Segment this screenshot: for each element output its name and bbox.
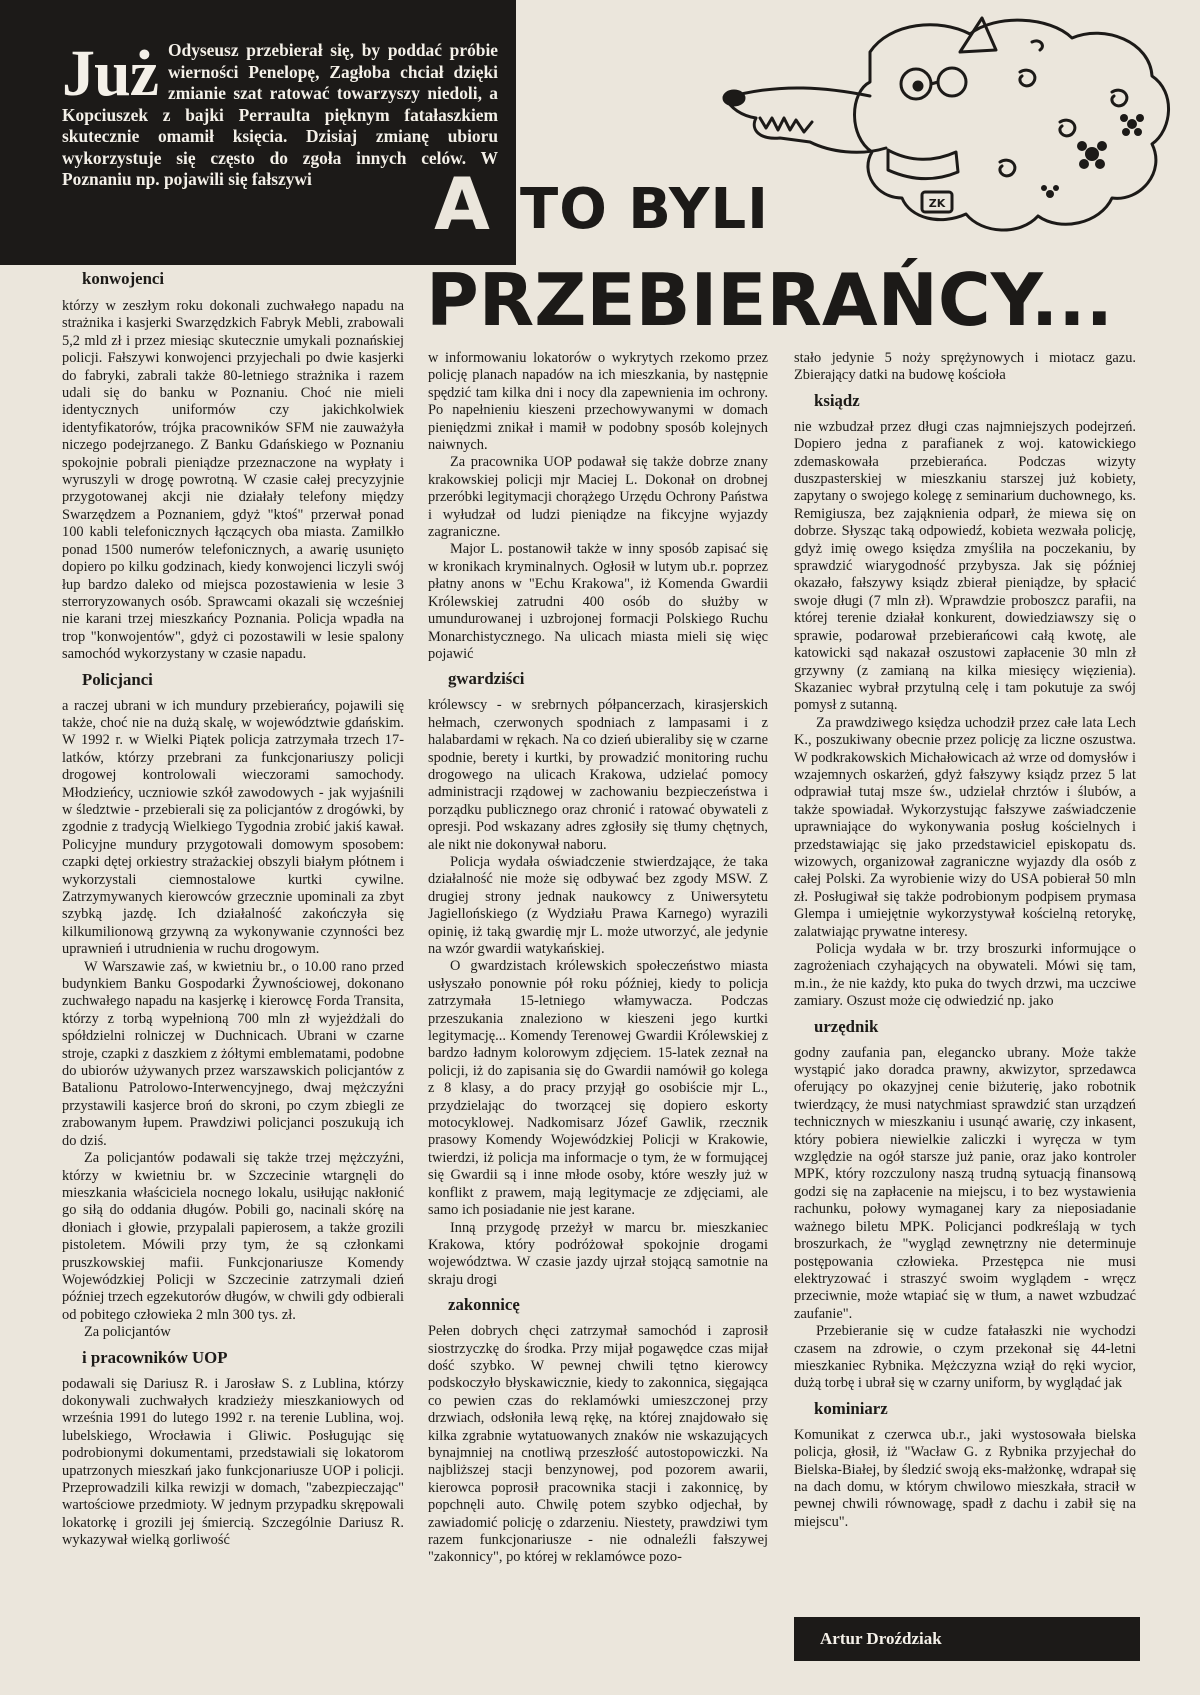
fleece-flower-1 (1077, 141, 1107, 169)
fleece-curl-4 (1112, 90, 1127, 106)
lead-paragraph (62, 37, 498, 191)
wolf-collar (888, 150, 958, 179)
fleece-flower-2 (1120, 114, 1144, 136)
paragraph: Policja wydała w br. trzy broszurki informujące o zagrożeniach czyhających na obywateli. Mówi się tam, m.in., że nie każdy, kto puka do twych drzwi, ma uczciwe zamiary. Oszust może cię odwiedzić np. jako (794, 941, 1136, 1010)
wolf-glasses-right (938, 68, 966, 96)
fleece-curl-2 (1060, 120, 1075, 136)
fleece-badge-text: ZK (928, 197, 946, 210)
paragraph: Za pracownika UOP podawał się także dobrze znany krakowskiej policji mjr Maciej L. Dokonał on drobnej przeróbki legitymacji chorążego Urzędu Ochrony Państwa i wyłudzał od ludzi pieniądze na fikcyjne wyjazdy zagraniczne. (428, 454, 768, 541)
lead-text: Odyseusz przebierał się, by poddać próbie wierności Penelopę, Zagłoba chciał dzięki zmianie szat ratować towarzyszy niedoli, a Kopciuszek z bajki Perraulta pięknym fatałaszkiem skutecznie omamił księcia. Dzisiaj zmianę ubioru wykorzystuje się często do zgoła innych celów. W Poznaniu np. pojawili się fałszywi (62, 40, 498, 189)
paragraph: a raczej ubrani w ich mundury przebierańcy, pojawili się także, choć nie na dużą skalę, w województwie gdańskim. W 1992 r. w Wielki Piątek policja zatrzymała trzech 17-latków, którzy przebrani za funkcjonariuszy policji drogowej kontrolowali wieczorami samochody. Młodzieńcy, uczniowie szkół zawodowych - jak wyjaśnili w śledztwie - przebierali się za policjantów z drogówki, by zgodnie z tradycją Wielkiego Tygodnia zrobić jakiś kawał. Policyjne mundury przygotowali domowym sposobem: czapki dętej orkiestry strażackiej obszyli białym płótnem i wykorzystali ciemnostalowe kurtki cywilne. Zatrzymywanych kierowców grzecznie upominali za zbyt szybką jazdę. Ich działalność zakończyła się kilkumilionową grzywną za wykonywanie czynności bez uprawnień i utrudnienia w ruchu drogowym. (62, 697, 404, 958)
paragraph: Komunikat z czerwca ub.r., jaki wystosowała bielska policja, głosił, iż "Wacław G. z Rybnika przyjechał do Bielska-Białej, by śledzić swoją eks-małżonkę, wdrapał się na dach domu, w którym chwilowo mieszkała, stracił w pewnej chwili równowagę, spadł z dachu i zabił się na miejscu". (794, 1426, 1136, 1530)
headline-letter-a: A (422, 170, 502, 238)
subhead-pracownikow-uop: i pracowników UOP (82, 1347, 228, 1367)
paragraph: Za prawdziwego księdza uchodził przez całe lata Lech K., poszukiwany obecnie przez policję za liczne oszustwa. W podkrakowskich Michałowicach aż wrze od domysłów i wzajemnych oskarżeń, gdyż fałszywy ksiądz przez 5 lat odprawiał tutaj msze św., udzielał chrztów i ślubów, a także spowiadał. Wykorzystując fałszywe zaświadczenie uprawniające do wykonywania posług kościelnych i przedstawiając się jako przedstawiciel episkopatu ds. wizowych, organizował zagraniczne wyjazdy dla osób z całej Polski. Za wyrobienie wizy do USA pobierał 50 mln zł. Posługiwał się także podrobionym podpisem prymasa Glempa i umiejętnie wykorzystywał kościelną retorykę, zalatwiając prywatne interesy. (794, 714, 1136, 940)
paragraph: godny zaufania pan, elegancko ubrany. Może także wystąpić jako doradca prawny, akwizytor, sprzedawca oferujący po okazyjnej cenie biżuterię, jako robotnik twierdzący, że musi natychmiast sprawdzić stan urządzeń technicznych w mieszkaniu i usunąć awarię, czy inkasent, który pobiera niewielkie zaliczki i wyręcza w tym względzie na ogół starsze już panie, oraz jako kontroler MPK, który rozczulony naszą trudną sytuacją finansową godzi się na zapłacenie na miejscu, i to bez wystawienia rachunku, połowy wymaganej kary za nieposiadanie ważnego biletu MPK. Policjanci podkreślają w tych broszurkach, że "wygląd zewnętrzny nie determinuje postępowania człowieka. Przestępca nie musi elektryzować i straszyć swoim wyglądem - wręcz przeciwnie, może wtapiać się w tłum, a nawet wzbudzać zaufanie". (794, 1044, 1136, 1322)
subhead-kominiarz: kominiarz (814, 1398, 888, 1418)
fleece-flower-3 (1041, 185, 1059, 198)
subhead-urzednik: urzędnik (814, 1016, 879, 1036)
wolf-in-sheep-clothing-illustration (720, 12, 1180, 244)
column-2 (428, 350, 768, 1567)
wolf-nose (724, 91, 744, 105)
paragraph: Przebieranie się w cudze fatałaszki nie wychodzi czasem na zdrowie, o czym przekonał się 44-letni mieszkaniec Rybnika. Mężczyzna wziął do ręki wycior, dużą torbę i ubrał się w czarny uniform, by wyglądać jak (794, 1323, 1136, 1392)
wolf-glasses-bridge (931, 82, 938, 84)
subhead-policjanci: Policjanci (82, 669, 153, 689)
fleece-curl-5 (1032, 41, 1042, 50)
column-1 (62, 269, 404, 1550)
paragraph: O gwardzistach królewskich społeczeństwo miasta usłyszało ponownie pół roku później, kiedy to policja zatrzymała 15-letniego włamywacza. Podczas przeszukania znaleziono w kieszeni jego kurtki legitymację... Komendy Terenowej Gwardii Królewskiej z bardzo ładnym kolorowym zdjęciem. 15-latek zeznał na policji, iż do zapisania się do Gwardii namówił go kolega z 8 klasy, a do pracy przyjął go osobiście mjr L., przydzielając do tworzącej się dopiero eskorty motocyklowej. Nadkomisarz Józef Gawlik, rzecznik prasowy Komendy Wojewódzkiej Policji w Krakowie, twierdzi, iż policja ma informacje o tym, że w formującej się Gwardii są i inne młode osoby, które weszły już w konflikt z prawem, mają legitymacje ze zdjęciami, ale samo ich posiadanie nie jest karane. (428, 958, 768, 1219)
fleece-curl-3 (1000, 160, 1015, 176)
paragraph: podawali się Dariusz R. i Jarosław S. z Lublina, którzy dokonywali zuchwałych kradzieży mieszkaniowych od września 1991 do lutego 1992 r. na terenie Lublina, woj. lubelskiego, Wrocławia i Gliwic. Posługując się podrobionymi dokumentami, przedstawiali się lokatorom upatrzonych mieszkań jako funkcjonariusze UOP i policji. Przeprowadzili kilka rewizji w domach, "zabezpieczając" wartościowe przedmioty. W jednym przypadku skrępowali lokatorkę i grozili jej śmiercią. Szczególnie Dariusz R. wykazywał wielką gorliwość (62, 1375, 404, 1549)
paragraph: Za policjantów podawali się także trzej mężczyźni, którzy w kwietniu br. w Szczecinie wtargnęli do mieszkania właściciela nocnego lokalu, usiłując nakłonić go siłą do oddania długów. Pobili go, nacinali skórę na dłoniach i głowie, przypalali papierosem, a także grozili pistoletem. Mówili przy tym, że są członkami pruszkowskiej mafii. Funkcjonariusze Komendy Wojewódzkiej Policji w Szczecinie zatrzymali dzień później trzech egzekutorów długów, w chwili gdy odbierali od pobitego człowieka 2 mln 300 tys. zł. (62, 1150, 404, 1323)
author-byline: Artur Droździak (794, 1617, 1140, 1661)
wolf-eye (914, 82, 922, 90)
subhead-ksiadz: ksiądz (814, 390, 860, 410)
paragraph: Pełen dobrych chęci zatrzymał samochód i zaprosił siostrzyczkę do środka. Przy mijał pogawędce czas mijał dość szybko. W pewnej chwili tętno kierowcy podskoczyło błyskawicznie, kiedy to zakonnica, sięgająca co pewien czas do reklamówki umieszczonej przy drzwiach, odsłoniła lewą rękę, na której znajdowało się kilka zgrabnie wytatuowanych znaków nie wskazujących bynajmniej na cnotliwą przeszłość autostopowiczki. Na najbliższej stacji benzynowej, pod pozorem awarii, kierowca poprosił pracownika stacji i zakonnicę, by popchnęli auto. Chwilę potem szybko odjechał, by zawiadomić policję o zdarzeniu. Niestety, prawdziwi tym razem funkcjonariusze - nie odnaleźli fałszywej "zakonnicy", po której w reklamówce pozo- (428, 1323, 768, 1566)
paragraph: w informowaniu lokatorów o wykrytych rzekomo przez policję planach napadów na ich mieszkania, by następnie spędzić tam kilka dni i nocy dla zapewnienia im ochrony. Po napełnieniu kieszeni przechowywanymi w domach pieniędzmi znikał i mamił w podobny sposób kolejnych naiwnych. (428, 350, 768, 454)
paragraph: stało jedynie 5 noży sprężynowych i miotacz gazu. Zbierający datki na budowę kościoła (794, 350, 1136, 384)
subhead-konwojenci: konwojenci (82, 269, 165, 288)
sheep-fleece-outline (855, 20, 1169, 230)
paragraph: Major L. postanowił także w inny sposób zapisać się w kronikach kryminalnych. Ogłosił w lutym ub.r. poprzez płatny anons w "Echu Krakowa", iż Komenda Gwardii Królewskiej zatrudni 400 osób do służby w umundurowanej i uzbrojonej formacji Polskiego Ruchu Monarchistycznego. Na ulicach miasta mieli się więc pojawić (428, 541, 768, 662)
subhead-gwardzisci: gwardziści (448, 669, 525, 689)
subhead-zakonnice: zakonnicę (448, 1295, 520, 1315)
paragraph: nie wzbudzał przez długi czas najmniejszych podejrzeń. Dopiero jedna z parafianek z woj. katowickiego zdemaskowała przebierańca. Podczas wizyty duszpasterskiej w mieszkaniu starszej już kobiety, zapytany o swojego kolegę z seminarium duchownego, ks. Remigiusza, bez zająknienia odparł, że miewa się on dobrze. Słysząc taką odpowiedź, kobieta wezwała policję, gdyż imię owego księdza zmyśliła na poczekaniu, by sprawdzić wiarygodność przybysza. Jak się później okazało, fałszywy ksiądz zbierał pieniądze, by spłacić swoje długi (7 mln zł). Wprawdzie proboszcz parafii, na której terenie działał konkurent, dowiedziawszy się o sprawie, podarował przebierańcowi całą kwotę, ale katowicki sąd nakazał oszustowi zapłacenie 30 mln zł grzywny (z zamianą na kilka miesięcy więzienia). Skazaniec wybrał przytulną celę i tam pokutuje za swój pomysł z sutanną. (794, 418, 1136, 714)
wolf-teeth (760, 118, 812, 132)
paragraph: Policja wydała oświadczenie stwierdzające, że taka działalność nie może się odbywać bez zgody MSW. Z drugiej strony jednak naukowcy z Uniwersytetu Jagiellońskiego (z Wydziału Prawa Karnego) wyrazili opinię, iż taką gwardię mjr L. może utworzyć, ale jedynie na wzór gwardii watykańskiej. (428, 853, 768, 957)
paragraph: królewscy - w srebrnych półpancerzach, kirasjerskich hełmach, czerwonych spodniach z lampasami i z halabardami w rękach. Na co dzień ubieraliby się w czarne spodnie, berety i kurtki, by prowadzić monitoring ruchu drogowego na ulicach Krakowa, udzielać pomocy administracji rządowej w zachowaniu bezpieczeństwa i porządku publicznego oraz chronić i ratować obywateli z opresji. Pod wskazany adres zgłosiły się tłumy chętnych, ale nikt nie dokonywał naboru. (428, 697, 768, 853)
paragraph: W Warszawie zaś, w kwietniu br., o 10.00 rano przed budynkiem Banku Gospodarki Żywnościowej, dokonano zuchwałego napadu na kasjerkę i kierowcę Forda Transita, którzy z torbą wypełnioną 700 mln zł wyjeżdżali do spółdzielni rolniczej w Duchnicach. Ubrani w czarne stroje, czapki z daszkiem z żółtymi emblematami, podobne do ubiorów używanych przez warszawskich policjantów z Batalionu Patrolowo-Interwencyjnego, dwaj mężczyźni przystawili kasjerce broń do skroni, po czym zbiegli ze zrabowanym łupem. Prawdziwi policjanci poszukują ich do dziś. (62, 958, 404, 1149)
headline-line-1: TO BYLI (520, 177, 769, 242)
column-3 (794, 350, 1136, 1531)
paragraph: Inną przygodę przeżył w marcu br. mieszkaniec Krakowa, który podróżował spokojnie drogami województwa. W czasie jazdy ujrzał stojącą samotnie na skraju drogi (428, 1219, 768, 1288)
headline-line-2: PRZEBIERAŃCY... (426, 258, 1113, 342)
fleece-curl-1 (1020, 70, 1035, 86)
paragraph: Za policjantów (84, 1324, 171, 1341)
paragraph: którzy w zeszłym roku dokonali zuchwałego napadu na strażnika i kasjerki Swarzędzkich Fabryk Mebli, zrabowali 5,2 mld zł i przez miesiąc skutecznie umykali poznańskiej policji. Fałszywi konwojenci przyjechali po dwie kasjerki do fabryki, zabrali także 80-letniego strażnika i razem udali się do banku w Poznaniu. Choć nie mieli identycznych uniformów czy jakichkolwiek identyfikatorów, trójka pracowników SFM nie zauważyła niczego podejrzanego. Z Banku Gdańskiego w Poznaniu spokojnie pobrali pieniądze przeznaczone na wypłaty i wyruszyli w drogę powrotną. W czasie całej precyzyjnie przygotowanej akcji nie działały telefony między Swarzędzem a Poznaniem, gdyż "ktoś" przerwał ponad 100 kabli telefonicznych łączących oba miasta. Zamilkło ponad 1500 numerów telefonicznych, a awarię usunięto dopiero po kilku godzinach, kiedy konwojenci liczyli swój łup bardzo daleko od miejsca pozostawienia w lesie 3 sterroryzowanych osób. Sprawcami okazali się wcześniej nie karani trzej mieszkańcy Poznania. Policja wpadła na trop "konwojentów", gdyż ci pozostawili w lesie spalony samochód wykorzystany w czasie napadu. (62, 298, 404, 663)
lead-dropcap: Już (62, 37, 158, 110)
